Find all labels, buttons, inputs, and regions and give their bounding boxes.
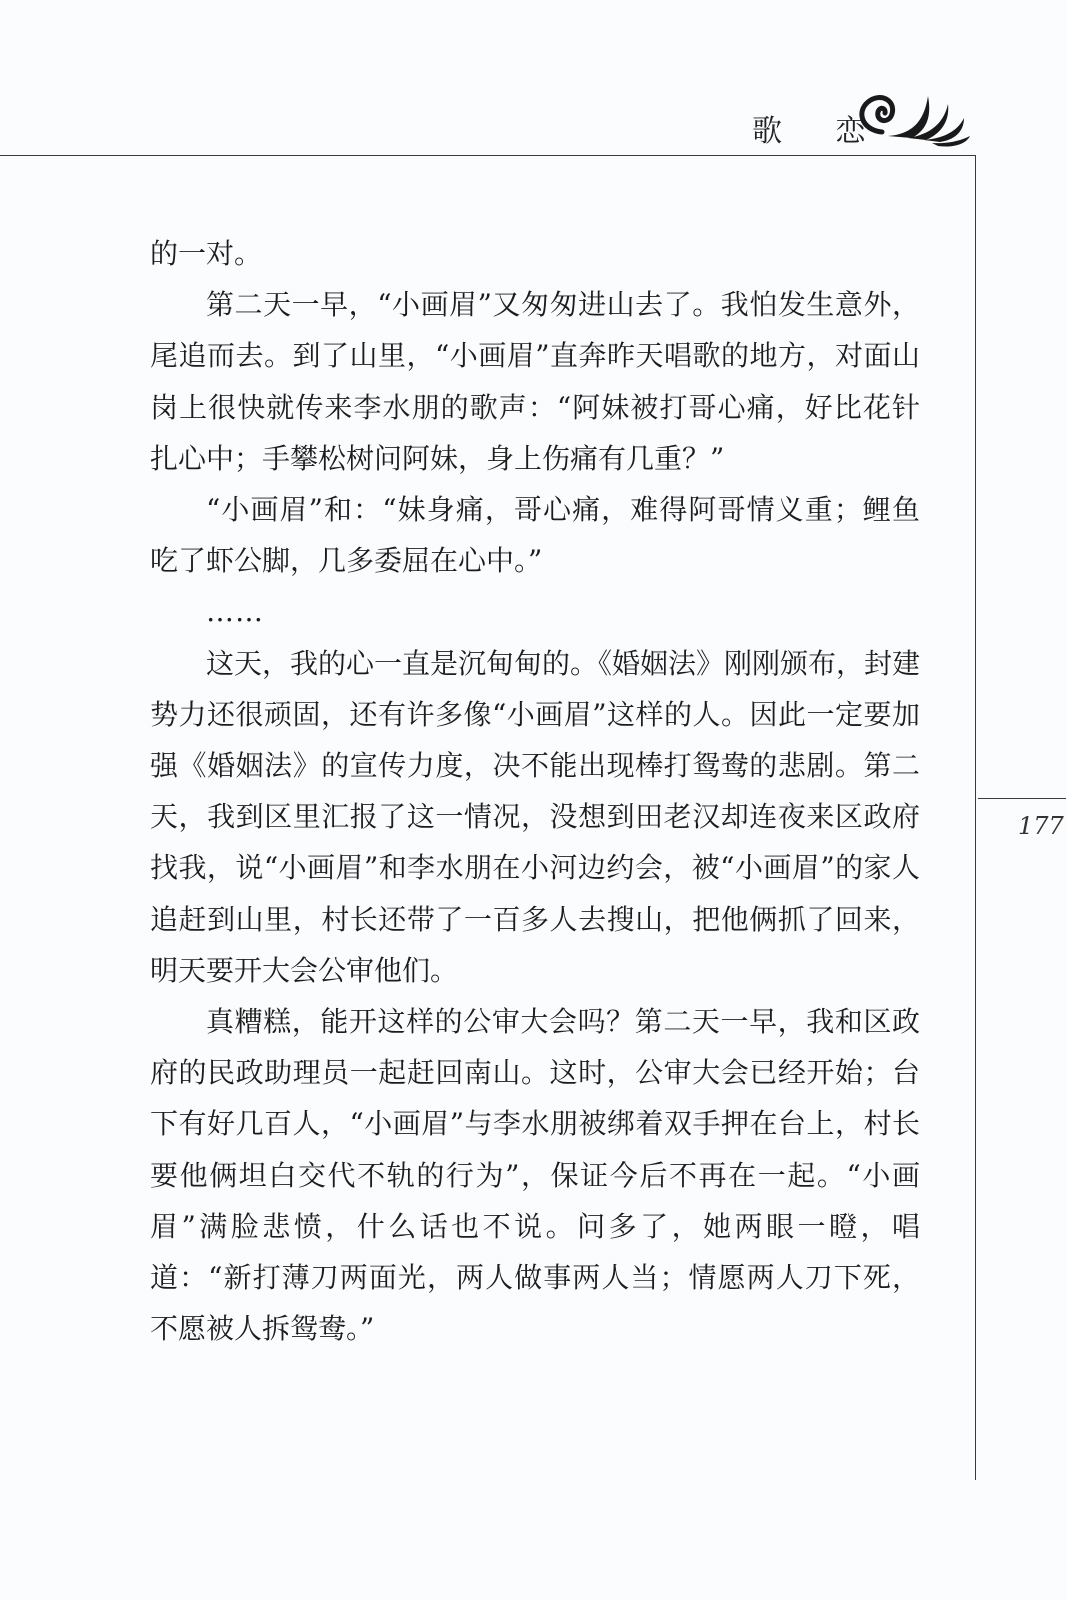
paragraph: 真糟糕，能开这样的公审大会吗？第二天一早，我和区政府的民政助理员一起赶回南山。这时，公审大会已经开始；台下有好几百人，“小画眉”与李水朋被绑着双手押在台上，村长要他俩坦白交代不轨的行为”，保证今后不再在一起。“小画眉”满脸悲愤，什么话也不说。问多了，她两眼一瞪，唱道：“新打薄刀两面光，两人做事两人当；情愿两人刀下死，不愿被人拆鸳鸯。” [150,1005,920,1346]
paragraph: 第二天一早，“小画眉”又匆匆进山去了。我怕发生意外，尾追而去。到了山里，“小画眉”直奔昨天唱歌的地方，对面山岗上很快就传来李水朋的歌声：“阿妹被打哥心痛，好比花针扎心中；手攀松树问阿妹，身上伤痛有几重？” [150,288,920,475]
header-rule [0,155,976,156]
paragraph: “小画眉”和：“妹身痛，哥心痛，难得阿哥情义重；鲤鱼吃了虾公脚，几多委屈在心中。” [150,493,920,578]
swirl-ornament-icon [852,82,972,148]
margin-rule [975,155,976,1480]
page-number: 177 [1018,812,1064,840]
paragraph: 的一对。 [150,237,263,270]
body-text [150,228,920,1354]
paragraph: 这天，我的心一直是沉甸甸的。《婚姻法》刚刚颁布，封建势力还很顽固，还有许多像“小画眉”这样的人。因此一定要加强《婚姻法》的宣传力度，决不能出现棒打鸳鸯的悲剧。第二天，我到区里汇报了这一情况，没想到田老汉却连夜来区政府找我，说“小画眉”和李水朋在小河边约会，被“小画眉”的家人追赶到山里，村长还带了一百多人去搜山，把他俩抓了回来，明天要开大会公审他们。 [150,646,921,987]
running-header-title: 歌 恋 [752,114,888,149]
ellipsis-break: …… [206,595,264,629]
page-number-rule [978,798,1066,799]
